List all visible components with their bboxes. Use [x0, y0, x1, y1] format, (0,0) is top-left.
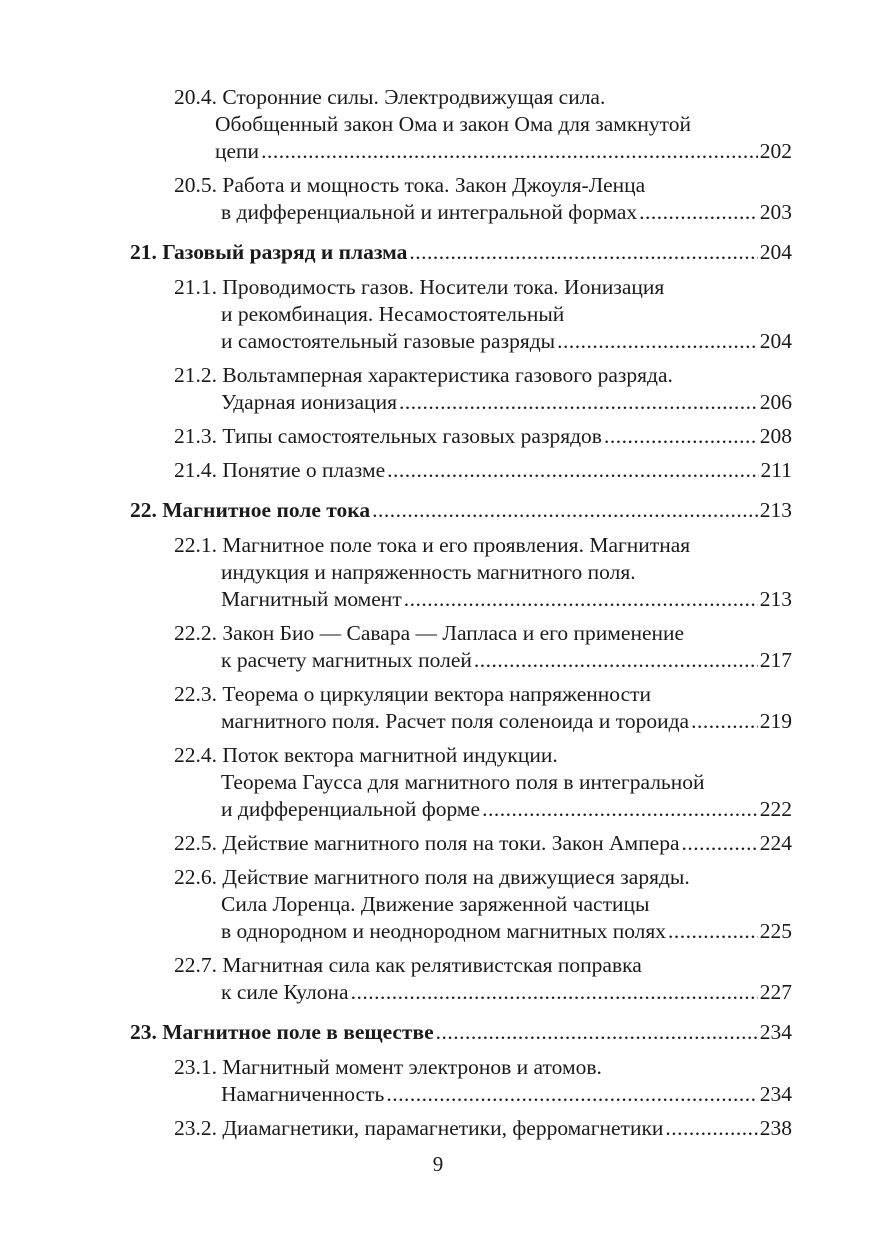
toc-chapter-23 — [130, 1019, 792, 1046]
leader-dots — [399, 389, 758, 416]
toc-entry-line: 23.1. Магнитный момент электронов и атомов. — [174, 1055, 602, 1079]
toc-page-number: 225 — [759, 919, 792, 943]
toc-page-number: 219 — [759, 709, 792, 733]
toc-entry-text: и самостоятельный газовые разряды — [221, 329, 556, 353]
leader-dots — [557, 328, 758, 355]
toc-entry-last-line — [130, 138, 792, 165]
toc-entry-line: 22.7. Магнитная сила как релятивистская поправка — [174, 953, 642, 977]
leader-dots — [409, 239, 757, 266]
toc-entry-last-line — [130, 979, 792, 1006]
leader-dots — [474, 647, 758, 674]
toc-entry-line: Теорема Гаусса для магнитного поля в интегральной — [221, 770, 705, 794]
toc-entry-line: 20.5. Работа и мощность тока. Закон Джоуля-Ленца — [174, 173, 646, 197]
leader-dots — [404, 586, 758, 613]
toc-entry-text: 23.2. Диамагнетики, парамагнетики, ферромагнетики — [174, 1116, 664, 1140]
leader-dots — [386, 1081, 757, 1108]
toc-page-number: 217 — [759, 648, 792, 672]
toc-entry-line: 22.2. Закон Био — Савара — Лапласа и его применение — [174, 621, 685, 645]
toc-entry-text: в однородном и неоднородном магнитных полях — [221, 919, 667, 943]
toc-page-number: 204 — [759, 329, 792, 353]
toc-entry-22-7 — [130, 952, 792, 1006]
toc-entry-last-line — [130, 796, 792, 823]
toc-entry-23-2 — [130, 1115, 792, 1142]
toc-entry-text: к силе Кулона — [221, 980, 349, 1004]
toc-chapter-line — [130, 239, 792, 266]
toc-chapter-line — [130, 1019, 792, 1046]
toc-entry-last-line — [130, 586, 792, 613]
toc-entry-22-3 — [130, 681, 792, 735]
toc-entry-last-line — [130, 918, 792, 945]
toc-entry-21-4 — [130, 457, 792, 484]
toc-page-number: 203 — [759, 200, 792, 224]
leader-dots — [351, 979, 758, 1006]
toc-entry-line: 22.3. Теорема о циркуляции вектора напряженности — [174, 682, 652, 706]
toc-chapter-line — [130, 497, 792, 524]
toc-entry-line: 21.2. Вольтамперная характеристика газового разряда. — [174, 363, 673, 387]
toc-entry-22-2 — [130, 620, 792, 674]
toc-entry-line: 22.6. Действие магнитного поля на движущиеся заряды. — [174, 865, 690, 889]
leader-dots — [604, 423, 758, 450]
toc-entry-20-4 — [130, 84, 792, 165]
toc-entry-22-1 — [130, 532, 792, 613]
leader-dots — [261, 138, 758, 165]
toc-entry-last-line — [130, 199, 792, 226]
toc-page-number: 224 — [759, 831, 792, 855]
toc-entry-text: 22.5. Действие магнитного поля на токи. Закон Ампера — [174, 831, 680, 855]
toc-entry-22-4 — [130, 742, 792, 823]
toc-page-number: 204 — [759, 240, 792, 264]
toc-entry-23-1 — [130, 1054, 792, 1108]
toc-entry-text: 21.3. Типы самостоятельных газовых разрядов — [174, 424, 602, 448]
toc-entry-20-5 — [130, 172, 792, 226]
toc-entry-line: 20.4. Сторонние силы. Электродвижущая сила. — [174, 85, 606, 109]
toc-entry-last-line — [130, 647, 792, 674]
leader-dots — [436, 1019, 758, 1046]
leader-dots — [668, 918, 758, 945]
leader-dots — [691, 708, 758, 735]
toc-entry-last-line — [130, 1115, 792, 1142]
toc-entry-last-line — [130, 328, 792, 355]
toc-page-number: 206 — [759, 390, 792, 414]
toc-entry-text: магнитного поля. Расчет поля соленоида и тороида — [221, 709, 690, 733]
toc-entry-text: к расчету магнитных полей — [221, 648, 472, 672]
toc-page-number: 213 — [759, 498, 792, 522]
toc-page-number: 227 — [759, 980, 792, 1004]
toc-entry-line: Обобщенный закон Ома и закон Ома для замкнутой — [215, 112, 691, 136]
toc-page-number: 202 — [759, 139, 792, 163]
leader-dots — [665, 1115, 757, 1142]
toc-chapter-title: 23. Магнитное поле в веществе — [130, 1020, 434, 1044]
toc-entry-text: цепи — [215, 139, 260, 163]
toc-entry-line: 21.1. Проводимость газов. Носители тока. Ионизация — [174, 275, 665, 299]
toc-entry-line: Сила Лоренца. Движение заряженной частицы — [221, 892, 650, 916]
toc-entry-21-2 — [130, 362, 792, 416]
toc-entry-last-line — [130, 423, 792, 450]
toc-entry-21-1 — [130, 274, 792, 355]
toc-entry-text: Магнитный момент — [221, 587, 402, 611]
toc-entry-text: и дифференциальной форме — [221, 797, 481, 821]
toc-entry-line: индукция и напряженность магнитного поля. — [221, 560, 636, 584]
toc-entry-last-line — [130, 830, 792, 857]
toc-entry-last-line — [130, 389, 792, 416]
leader-dots — [681, 830, 757, 857]
toc-page-number: 238 — [759, 1116, 792, 1140]
toc-entry-last-line — [130, 1081, 792, 1108]
toc-entry-22-6 — [130, 864, 792, 945]
toc-entry-line: и рекомбинация. Несамостоятельный — [221, 302, 565, 326]
toc-entry-last-line — [130, 708, 792, 735]
leader-dots — [639, 199, 758, 226]
table-of-contents — [130, 84, 792, 1149]
toc-chapter-title: 22. Магнитное поле тока — [130, 498, 371, 522]
toc-chapter-21 — [130, 239, 792, 266]
toc-entry-text: 21.4. Понятие о плазме — [174, 458, 386, 482]
toc-entry-last-line — [130, 457, 792, 484]
toc-chapter-22 — [130, 497, 792, 524]
toc-entry-21-3 — [130, 423, 792, 450]
leader-dots — [372, 497, 758, 524]
toc-page-number: 208 — [759, 424, 792, 448]
toc-page-number: 234 — [759, 1020, 792, 1044]
toc-entry-text: Ударная ионизация — [221, 390, 397, 414]
toc-entry-22-5 — [130, 830, 792, 857]
toc-page-number: 234 — [759, 1082, 792, 1106]
toc-page-number: 213 — [759, 587, 792, 611]
toc-page-number: 222 — [759, 797, 792, 821]
toc-entry-text: в дифференциальной и интегральной формах — [221, 200, 638, 224]
leader-dots — [482, 796, 758, 823]
toc-entry-text: Намагниченность — [221, 1082, 385, 1106]
toc-entry-line: 22.1. Магнитное поле тока и его проявления. Магнитная — [174, 533, 691, 557]
toc-chapter-title: 21. Газовый разряд и плазма — [130, 240, 408, 264]
leader-dots — [387, 457, 758, 484]
toc-page-number: 211 — [760, 458, 792, 482]
toc-entry-line: 22.4. Поток вектора магнитной индукции. — [174, 743, 558, 767]
page-number: 9 — [432, 1152, 444, 1176]
